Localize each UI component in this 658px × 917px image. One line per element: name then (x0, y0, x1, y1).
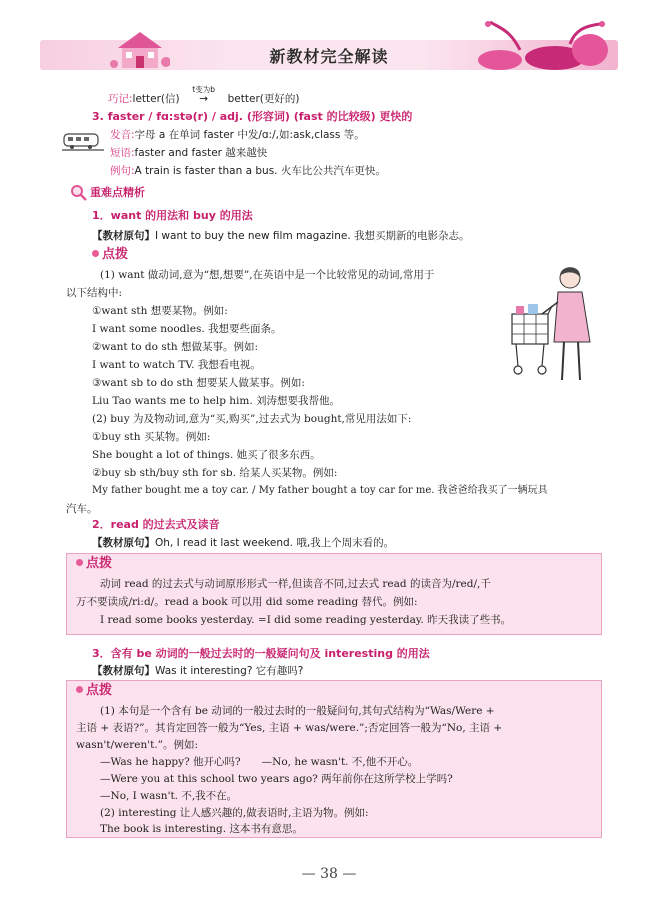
p1-line-0: (1) want 做动词,意为“想,想要”,在英语中是一个比较常见的动词,常用于 (100, 269, 435, 281)
p1-dianbo-label: 点拨 (102, 247, 129, 262)
liju-label: 例句: (110, 165, 135, 177)
p1-line-4: ②want to do sth 想做某事。例如: (92, 341, 258, 353)
magnifier-icon (70, 184, 88, 202)
shopping-cart-woman-illustration-icon (508, 262, 600, 390)
p3-line-4: —Were you at this school two years ago? 两年前你在这所学校上学吗? (100, 773, 453, 785)
p1-line-1: 以下结构中: (66, 287, 123, 299)
p1-line-8: (2) buy 为及物动词,意为“买,购买”,过去式为 bought,常见用法如下: (92, 413, 412, 425)
p3-line-7: The book is interesting. 这本书有意思。 (100, 823, 303, 835)
fayin-label: 发音: (110, 129, 135, 141)
p1-line-10: She bought a lot of things. 她买了很多东西。 (92, 449, 321, 461)
liju-text: A train is faster than a bus. 火车比公共汽车更快。 (134, 165, 386, 177)
p1-line-13: 汽车。 (66, 503, 98, 515)
p3-dianbo (76, 684, 112, 698)
item3-number: 3. (92, 110, 104, 123)
p2-source (92, 536, 394, 550)
flower-decoration-icon (460, 20, 610, 74)
p3-source (92, 664, 303, 678)
p1-line-5: I want to watch TV. 我想看电视。 (92, 359, 261, 371)
p3-line-2: wasn't/weren't.”。例如: (76, 739, 199, 751)
liju-line (110, 164, 386, 178)
p1-line-3: I want some noodles. 我想要些面条。 (92, 323, 282, 335)
dianbo-dot-icon (76, 686, 83, 693)
p2-line-0: 动词 read 的过去式与动词原形形式一样,但读音不同,过去式 read 的读音为/red/,千 (100, 578, 491, 590)
p1-dianbo (92, 248, 128, 262)
p1-line-11: ②buy sb sth/buy sth for sb. 给某人买某物。例如: (92, 467, 338, 479)
qiaoji-label: 巧记: (108, 93, 133, 105)
fayin-text: 字母 a 在单词 faster 中发/ɑ:/,如:ask,class 等。 (134, 129, 365, 141)
p1-heading: 1．want 的用法和 buy 的用法 (92, 209, 253, 222)
p1-source (92, 229, 470, 243)
duanyu-label: 短语: (110, 147, 135, 159)
duanyu-line (110, 146, 267, 160)
p3-line-1: 主语 + 表语?”。其肯定回答一般为“Yes, 主语 + was/were.”;否定回答一般为“No, 主语 + (76, 722, 503, 734)
p2-source-label: 【教材原句】 (92, 537, 155, 549)
p3-line-0: (1) 本句是一个含有 be 动词的一般过去时的一般疑问句,其句式结构为“Was/Were + (100, 705, 495, 717)
p2-line-2: I read some books yesterday. =I did some reading yesterday. 昨天我读了些书。 (100, 614, 512, 626)
p1-line-9: ①buy sth 买某物。例如: (92, 431, 211, 443)
header-title: 新教材完全解读 (269, 47, 389, 66)
qiaoji-text-a: letter(信) (132, 93, 180, 105)
p3-source-label: 【教材原句】 (92, 665, 155, 677)
p1-line-12: My father bought me a toy car. / My father bought a toy car for me. 我爸爸给我买了一辆玩具 (92, 485, 548, 496)
p2-line-1: 万不要读成/ri:d/。read a book 可以用 did some reading 替代。例如: (76, 596, 418, 608)
p3-line-3: —Was he happy? 他开心吗? —No, he wasn't. 不,他不开心。 (100, 756, 419, 768)
header-banner (40, 20, 618, 80)
item3-head: faster / fɑ:stə(r) / adj. (形容词) (fast 的比较级) 更快的 (107, 110, 413, 123)
p1-source-label: 【教材原句】 (92, 230, 155, 242)
duanyu-text: faster and faster 越来越快 (134, 147, 268, 159)
p2-dianbo (76, 557, 112, 571)
dianbo-dot-icon (76, 559, 83, 566)
page-number: — 38 — (301, 866, 357, 882)
fayin-line (110, 128, 365, 142)
train-illustration-icon (62, 130, 104, 154)
p3-dianbo-label: 点拨 (86, 683, 113, 698)
p2-heading: 2．read 的过去式及读音 (92, 518, 220, 531)
qiaoji-line (108, 85, 300, 106)
p3-heading: 3．含有 be 动词的一般过去时的一般疑问句及 interesting 的用法 (92, 647, 430, 660)
p2-source-text: Oh, I read it last weekend. 哦,我上个周末看的。 (155, 537, 395, 549)
qiaoji-arrow: t变为b → (180, 92, 228, 106)
qiaoji-text-b: better(更好的) (227, 93, 300, 105)
p3-source-text: Was it interesting? 它有趣吗? (155, 665, 304, 677)
p1-source-text: I want to buy the new film magazine. 我想买期新的电影杂志。 (155, 230, 470, 242)
p3-line-6: (2) interesting 让人感兴趣的,做表语时,主语为物。例如: (100, 807, 369, 819)
p1-line-6: ③want sb to do sth 想要某人做某事。例如: (92, 377, 305, 389)
qiaoji-arrow-note: t变为b (192, 85, 215, 94)
section-title: 重难点精析 (90, 186, 145, 199)
p1-line-7: Liu Tao wants me to help him. 刘涛想要我帮他。 (92, 395, 341, 407)
dianbo-dot-icon (92, 250, 99, 257)
p3-line-5: —No, I wasn't. 不,我不在。 (100, 790, 238, 802)
p2-dianbo-label: 点拨 (86, 556, 113, 571)
item3-heading (92, 110, 412, 124)
p1-line-2: ①want sth 想要某物。例如: (92, 305, 228, 317)
